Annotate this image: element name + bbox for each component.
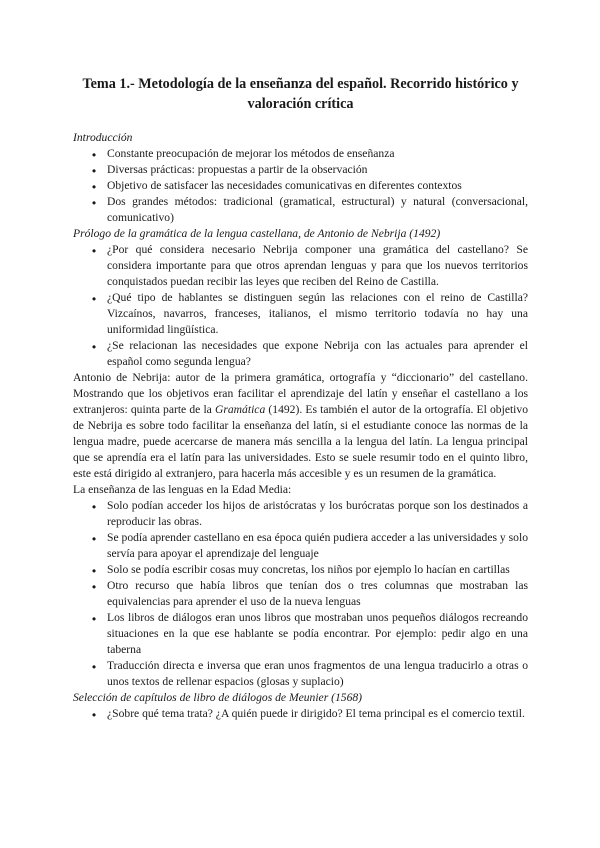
section-heading-edad-media: La enseñanza de las lenguas en la Edad Media: bbox=[73, 483, 292, 496]
bullet-icon bbox=[89, 658, 99, 675]
bullet-icon bbox=[89, 146, 99, 163]
section-heading-introduccion: Introducción bbox=[73, 131, 133, 144]
list-item: ● Constante preocupación de mejorar los métodos de enseñanza bbox=[73, 146, 528, 162]
list-item: ● ¿Sobre qué tema trata? ¿A quién puede ir dirigido? El tema principal es el comercio textil. bbox=[73, 706, 528, 722]
bullet-icon bbox=[89, 578, 99, 595]
list-item: ● Objetivo de satisfacer las necesidades comunicativas en diferentes contextos bbox=[73, 178, 528, 194]
bullet-icon bbox=[89, 290, 99, 307]
list-item: ● Traducción directa e inversa que eran unos fragmentos de una lengua traducirlo a otras o unos textos de rellenar espacios (glosas y suplacio) bbox=[73, 658, 528, 690]
list-item: ● Solo podían acceder los hijos de aristócratas y los burócratas porque son los destinados a reproducir las obras. bbox=[73, 498, 528, 530]
bullet-icon bbox=[89, 338, 99, 355]
bullet-icon bbox=[89, 562, 99, 579]
list-item: ● ¿Se relacionan las necesidades que expone Nebrija con las actuales para aprender el español como segunda lengua? bbox=[73, 338, 528, 370]
list-item: ● Solo se podía escribir cosas muy concretas, los niños por ejemplo lo hacían en cartillas bbox=[73, 562, 528, 578]
list-item: ● ¿Por qué considera necesario Nebrija componer una gramática del castellano? Se considera importante para que otros aprendan lenguas y para que los nuevos territorios conquistados puedan recibir las leyes que reciben del Reino de Castilla. bbox=[73, 242, 528, 290]
bullet-icon bbox=[89, 530, 99, 547]
bullet-icon bbox=[89, 194, 99, 211]
document-body bbox=[73, 74, 528, 722]
bullet-icon bbox=[89, 498, 99, 515]
list-item: ● Los libros de diálogos eran unos libros que mostraban unos pequeños diálogos recreando situaciones en la que ese hablante se podía encontrar. Por ejemplo: pedir algo en una taberna bbox=[73, 610, 528, 658]
bullet-icon bbox=[89, 178, 99, 195]
meunier-list bbox=[73, 706, 528, 722]
bullet-icon bbox=[89, 706, 99, 723]
list-item: ● Dos grandes métodos: tradicional (gramatical, estructural) y natural (conversacional, comunicativo) bbox=[73, 194, 528, 226]
bullet-icon bbox=[89, 242, 99, 259]
bullet-icon bbox=[89, 162, 99, 179]
section-heading-prologo: Prólogo de la gramática de la lengua castellana, de Antonio de Nebrija (1492) bbox=[73, 227, 441, 240]
introduccion-list bbox=[73, 146, 528, 226]
list-item: ● Se podía aprender castellano en esa época quién pudiera acceder a las universidades y solo servía para apoyar el aprendizaje del lenguaje bbox=[73, 530, 528, 562]
list-item: ● Diversas prácticas: propuestas a partir de la observación bbox=[73, 162, 528, 178]
edad-media-list bbox=[73, 498, 528, 690]
bullet-icon bbox=[89, 610, 99, 627]
list-item: ● Otro recurso que había libros que tenían dos o tres columnas que mostraban las equivalencias para aprender el uso de la nueva lenguas bbox=[73, 578, 528, 610]
list-item: ● ¿Qué tipo de hablantes se distinguen según las relaciones con el reino de Castilla? Vizcaínos, navarros, franceses, italianos, el mismo territorio todavía no hay una uniformidad lingüística. bbox=[73, 290, 528, 338]
document-title: Tema 1.- Metodología de la enseñanza del español. Recorrido histórico y valoración crítica bbox=[82, 76, 519, 112]
gramatica-italic: Gramática bbox=[215, 403, 266, 416]
nebrija-paragraph: Antonio de Nebrija: autor de la primera gramática, ortografía y “diccionario” del castellano. Mostrando que los objetivos eran facilitar el aprendizaje del latín y enseñar el castellano a los extranjeros: quinta parte de la Gramática (1492). Es también el autor de la ortografía. El objetivo de Nebrija es sobre todo facilitar la enseñanza del latín, si el estudiante conoce las normas de la lengua madre, puede acercarse de manera más sencilla a la lengua del latín. La lengua principal que se aprendía era el latín para las universidades. Esto se suele resumir todo en el quinto libro, este está dirigido al extranjero, para hacerla más accesible y es un resumen de la gramática. bbox=[73, 371, 529, 480]
section-heading-meunier: Selección de capítulos de libro de diálogos de Meunier (1568) bbox=[73, 691, 363, 704]
prologo-list bbox=[73, 242, 528, 370]
